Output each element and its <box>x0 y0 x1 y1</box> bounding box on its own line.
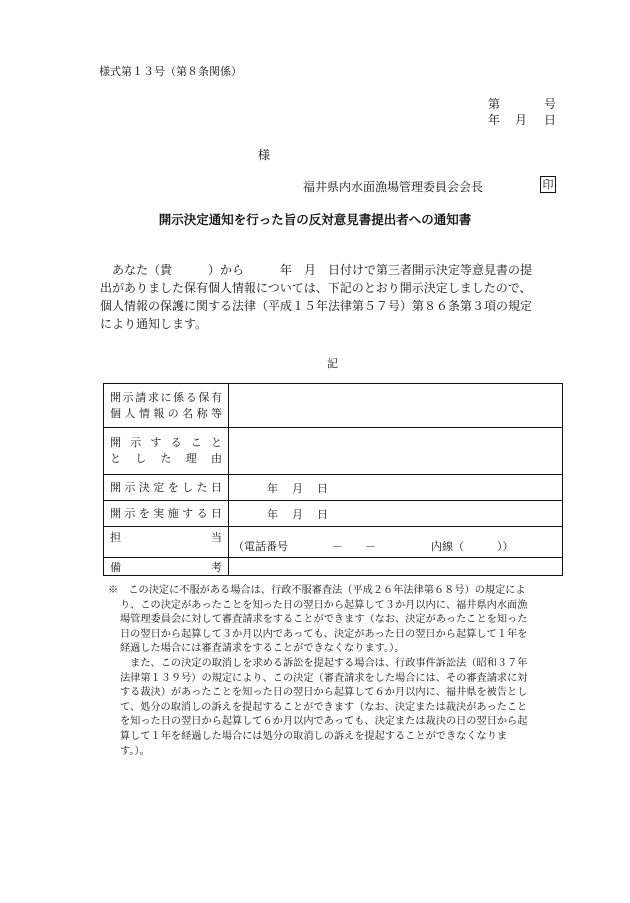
sender-name: 福井県内水面漁場管理委員会会長 <box>303 180 484 194</box>
value-disclosure-reason[interactable] <box>229 428 563 475</box>
notice-line: 場管理委員会に対して審査請求をすることができます（なお、決定があったことを知った <box>120 614 528 626</box>
appeal-notice <box>108 584 563 759</box>
document-title: 開示決定通知を行った旨の反対意見書提出者への通知書 <box>158 212 472 227</box>
value-implementation-date[interactable]: 年 月 日 <box>229 501 563 527</box>
document-number-prefix: 第 <box>488 97 501 111</box>
table-row <box>104 428 563 475</box>
body-line: により通知します。 <box>100 317 208 331</box>
ki-heading: 記 <box>327 357 338 370</box>
date-month: 月 <box>515 113 528 127</box>
body-line: あなた（貴 ）から 年 月 日付けで第三者開示決定等意見書の提 <box>100 263 533 277</box>
form-number: 様式第１３号（第８条関係） <box>99 65 242 78</box>
value-remarks[interactable] <box>229 558 563 576</box>
notice-line: す。）。 <box>120 745 150 757</box>
label-decision-date: 開示決定をした日 <box>104 475 229 501</box>
date-year: 年 <box>488 113 501 127</box>
value-personal-info-name[interactable] <box>229 384 563 428</box>
notice-line: り、この決定があったことを知った日の翌日から起算して３か月以内に、福井県内水面漁 <box>120 599 528 611</box>
details-table <box>103 383 563 576</box>
table-row <box>104 475 563 501</box>
notice-line: 経過した場合には審査請求をすることができなくなります。）。 <box>120 643 405 655</box>
notice-line: また、この決定の取消しを求める訴訟を提起する場合は、行政事件訴訟法（昭和３７年 <box>120 657 528 669</box>
notice-line: ※ この決定に不服がある場合は、行政不服審査法（平成２６年法律第６８号）の規定によ <box>108 585 526 596</box>
notice-line: 算して１年を経過した場合には処分の取消しの訴えを提起することができなくなりま <box>120 730 508 742</box>
body-line: 個人情報の保護に関する法律（平成１５年法律第５７号）第８６条第３項の規定 <box>100 299 533 313</box>
body-line: 出がありました保有個人情報については、下記のとおり開示決定しましたので、 <box>100 281 532 295</box>
table-row <box>104 501 563 527</box>
body-paragraph <box>100 261 565 333</box>
label-personal-info-name: 開示請求に係る保有 個人情報の名称等 <box>104 384 229 428</box>
value-person-in-charge[interactable]: （電話番号 － － 内線（ ）） <box>229 527 563 558</box>
notice-line: を知った日の翌日から起算して６か月以内であっても、決定または裁決の日の翌日から起 <box>120 716 528 728</box>
label-remarks: 備 考 <box>104 558 229 576</box>
table-row <box>104 558 563 576</box>
table-row <box>104 527 563 558</box>
notice-line: する裁決）があったことを知った日の翌日から起算して６か月以内に、福井県を被告とし <box>120 687 528 699</box>
document-number-suffix: 号 <box>544 97 557 111</box>
notice-line: 法律第１３９号）の規定により、この決定（審査請求をした場合には、その審査請求に対 <box>120 672 528 684</box>
label-implementation-date: 開示を実施する日 <box>104 501 229 527</box>
notice-line: て、処分の取消しの訴えを提起することができます（なお、決定または裁決があったこと <box>120 701 528 713</box>
date-day: 日 <box>544 113 557 127</box>
seal-mark: 印 <box>540 176 556 193</box>
table-row <box>104 384 563 428</box>
value-decision-date[interactable]: 年 月 日 <box>229 475 563 501</box>
label-person-in-charge: 担 当 <box>104 527 229 558</box>
addressee-honorific: 様 <box>258 148 271 162</box>
label-disclosure-reason: 開示すること とした理由 <box>104 428 229 475</box>
notice-line: 日の翌日から起算して３か月以内であっても、決定があった日の翌日から起算して１年を <box>120 628 528 640</box>
